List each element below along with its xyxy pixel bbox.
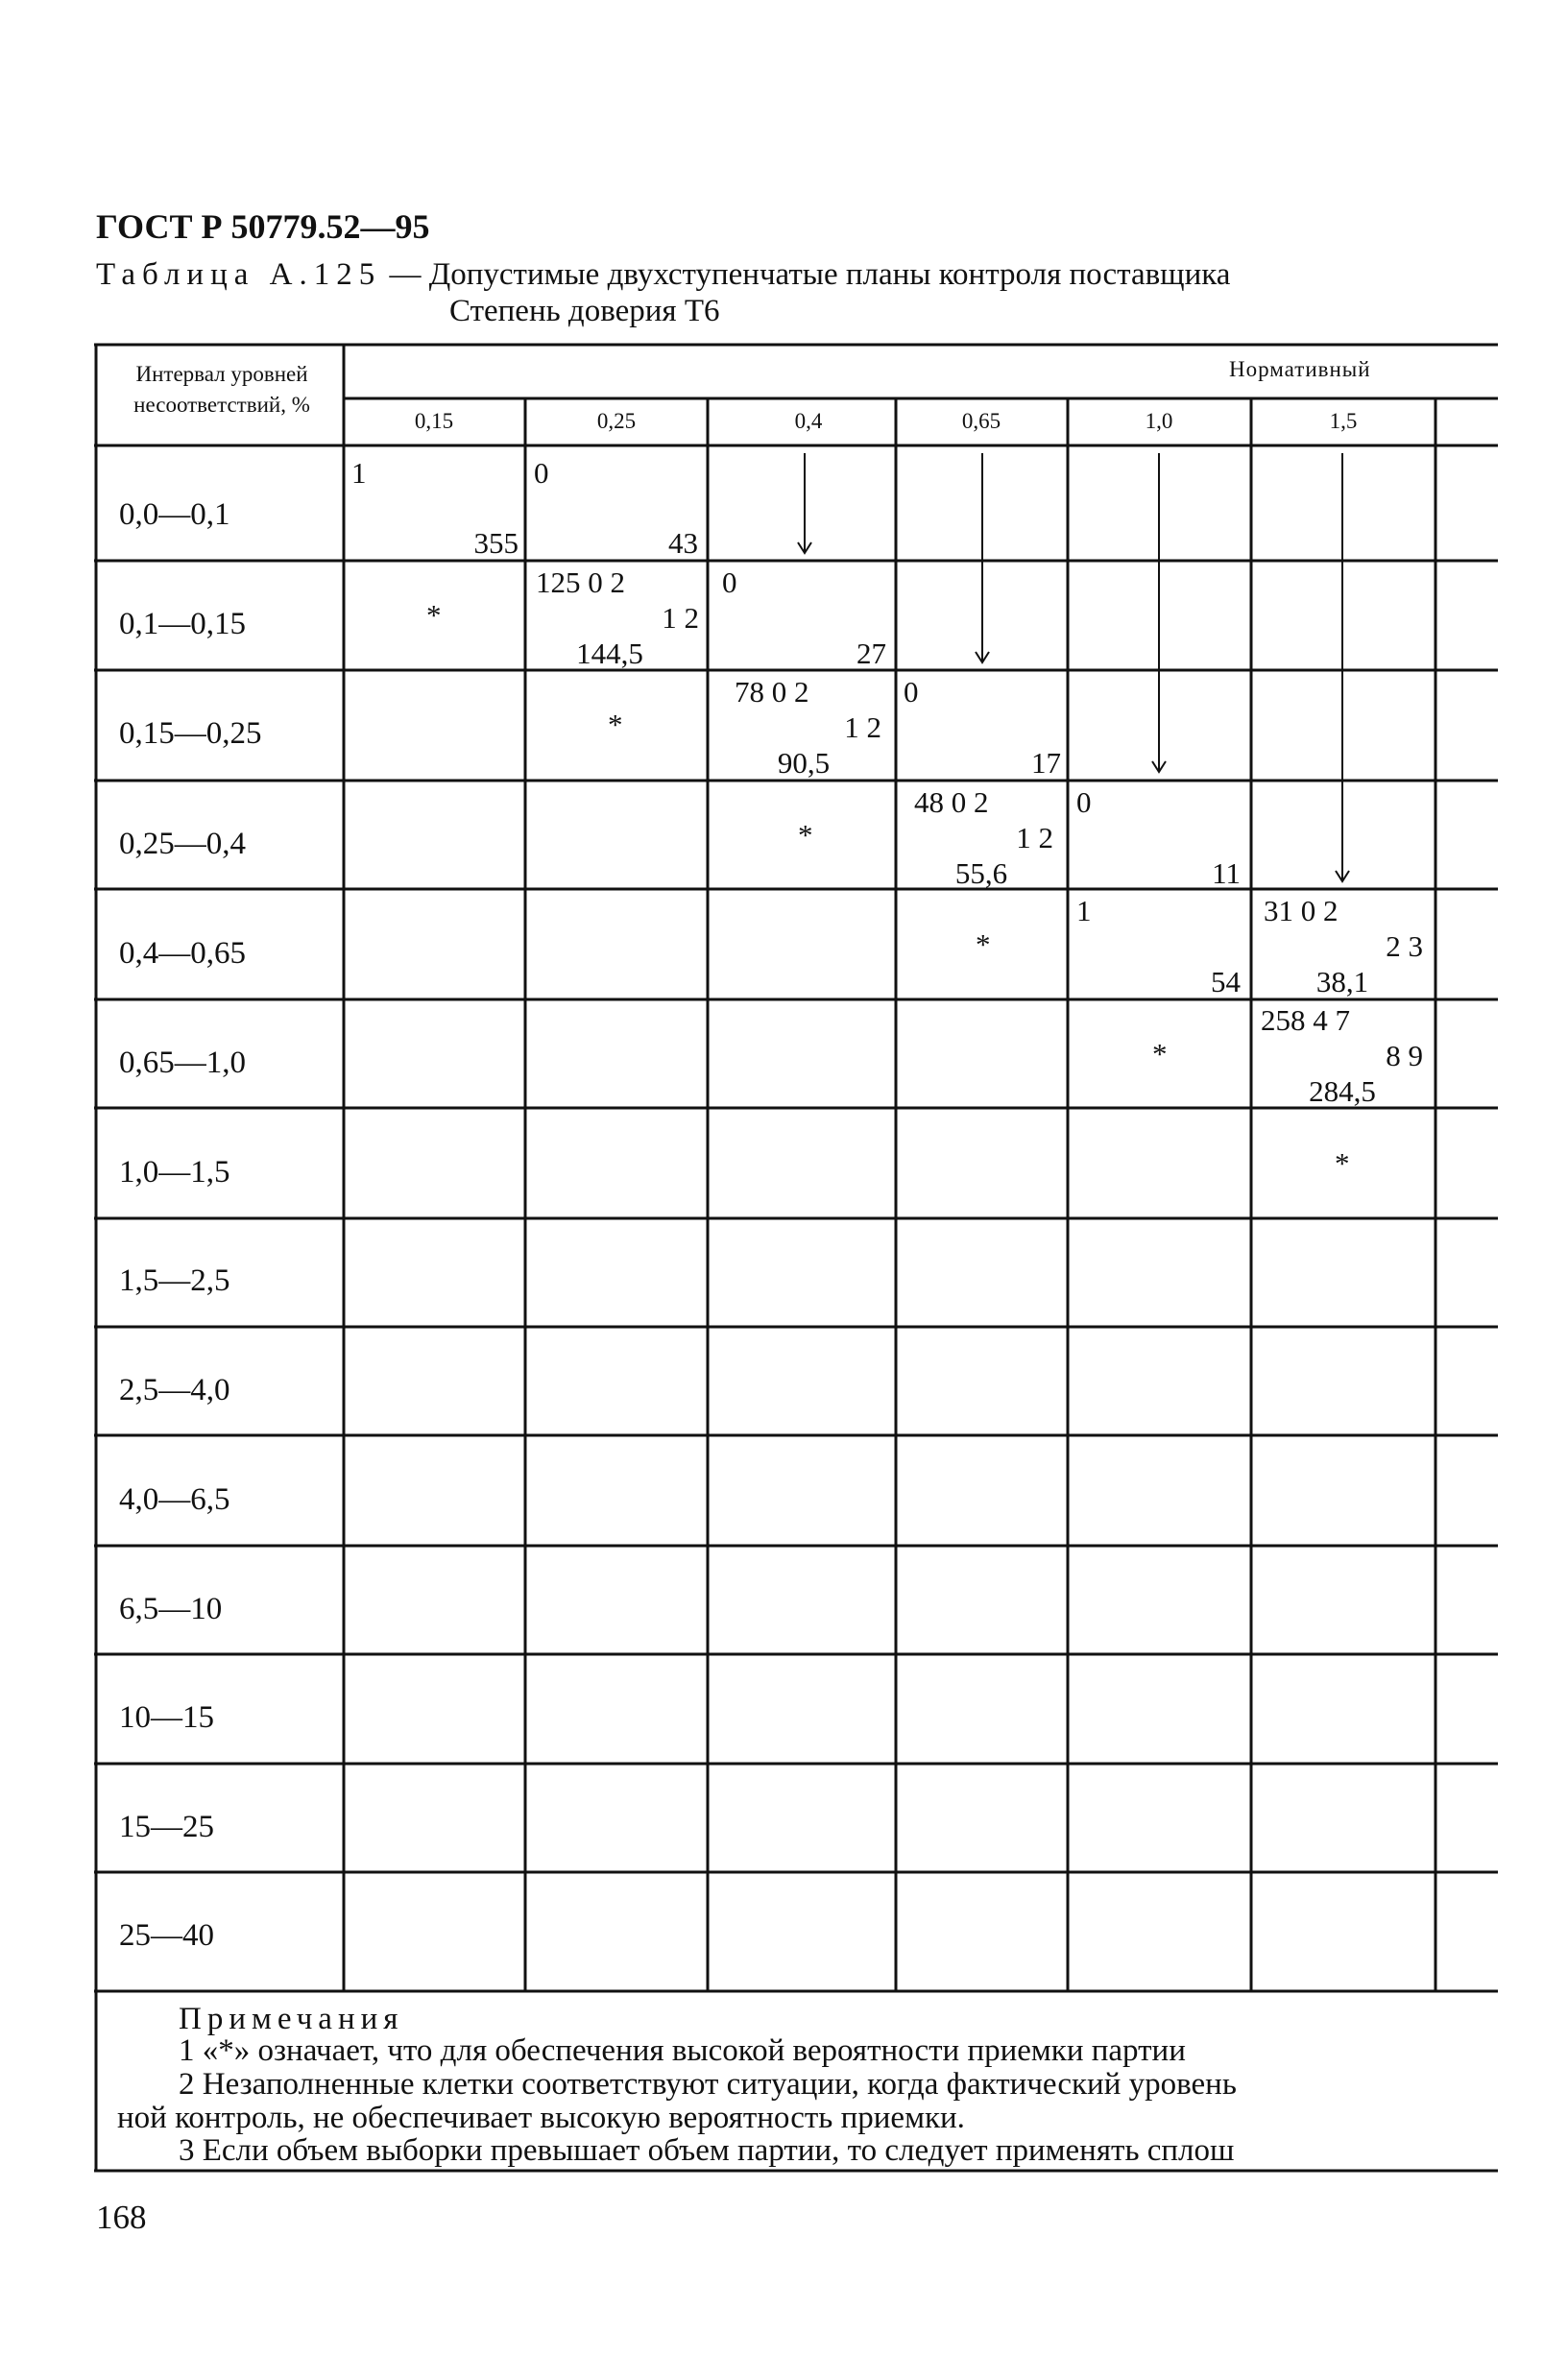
cell-value: 1 2 bbox=[1016, 821, 1053, 854]
cell-value: 17 bbox=[1031, 746, 1061, 780]
row-label: 0,25—0,4 bbox=[119, 827, 246, 861]
cell-mark: * bbox=[976, 927, 991, 961]
arrow-head bbox=[798, 542, 811, 553]
interval-header: Интервал уровней несоответствий, % bbox=[133, 362, 310, 417]
normative-header: Нормативный bbox=[1229, 357, 1371, 381]
cell-mark: * bbox=[608, 708, 623, 741]
table-subtitle: Степень доверия Т6 bbox=[449, 294, 720, 328]
cell-value: 8 9 bbox=[1386, 1039, 1423, 1072]
row-label: 6,5—10 bbox=[119, 1592, 223, 1626]
column-header: 0,25 bbox=[596, 409, 637, 433]
cell-value: 0 bbox=[1076, 785, 1092, 819]
note-2: 2 Незаполненные клетки соответствуют ситуации, когда фактический уровень bbox=[179, 2067, 1237, 2102]
cell-mark: * bbox=[1152, 1037, 1168, 1070]
cell-value: 284,5 bbox=[1309, 1074, 1376, 1108]
column-header: 1,0 bbox=[1145, 409, 1173, 433]
cell-value: 90,5 bbox=[777, 746, 831, 780]
cell-value: 125 0 2 bbox=[536, 565, 625, 599]
table-caption bbox=[96, 257, 1230, 293]
cell-value: 0 bbox=[904, 675, 919, 709]
cell-value: 55,6 bbox=[954, 856, 1008, 890]
column-header: 0,65 bbox=[961, 409, 1001, 433]
row-label: 0,65—1,0 bbox=[119, 1046, 246, 1080]
note-2-continuation: ной контроль, не обеспечивает высокую вероятность приемки. bbox=[117, 2101, 965, 2135]
cell-value: 258 4 7 bbox=[1261, 1003, 1350, 1037]
row-label: 10—15 bbox=[119, 1700, 214, 1735]
column-header: 0,15 bbox=[414, 409, 454, 433]
arrow-head bbox=[1152, 761, 1166, 772]
row-label: 1,0—1,5 bbox=[119, 1155, 230, 1190]
table-title: — Допустимые двухступенчатые планы контроля поставщика bbox=[389, 257, 1231, 292]
row-label: 15—25 bbox=[119, 1810, 214, 1844]
row-label: 0,0—0,1 bbox=[119, 497, 230, 532]
cell-value: 144,5 bbox=[576, 637, 643, 670]
cell-value: 2 3 bbox=[1386, 929, 1423, 963]
cell-value: 78 0 2 bbox=[735, 675, 809, 709]
table-label: Таблица А.125 bbox=[96, 257, 382, 292]
cell-value: 43 bbox=[668, 526, 698, 560]
row-label: 0,15—0,25 bbox=[119, 716, 262, 751]
cell-value: 1 bbox=[1076, 894, 1092, 927]
note-3: 3 Если объем выборки превышает объем партии, то следует применять сплош bbox=[179, 2133, 1235, 2168]
row-label: 0,4—0,65 bbox=[119, 936, 246, 971]
row-label: 25—40 bbox=[119, 1918, 214, 1953]
arrow-head bbox=[976, 652, 989, 662]
cell-value: 27 bbox=[856, 637, 886, 670]
standard-number: ГОСТ Р 50779.52—95 bbox=[96, 207, 430, 246]
row-label: 1,5—2,5 bbox=[119, 1263, 230, 1298]
cell-mark: * bbox=[426, 598, 442, 632]
cell-value: 0 bbox=[534, 456, 549, 490]
column-header: 1,5 bbox=[1329, 409, 1358, 433]
cell-mark: * bbox=[798, 818, 813, 852]
cell-value: 11 bbox=[1212, 856, 1241, 890]
row-label: 0,1—0,15 bbox=[119, 607, 246, 641]
cell-value: 54 bbox=[1211, 965, 1241, 998]
column-header: 0,4 bbox=[794, 409, 823, 433]
row-label: 2,5—4,0 bbox=[119, 1373, 230, 1407]
cell-mark: * bbox=[1335, 1146, 1350, 1180]
cell-value: 31 0 2 bbox=[1264, 894, 1339, 927]
note-1: 1 «*» означает, что для обеспечения высокой вероятности приемки партии bbox=[179, 2033, 1186, 2068]
cell-value: 0 bbox=[722, 565, 737, 599]
cell-value: 48 0 2 bbox=[914, 785, 989, 819]
cell-value: 38,1 bbox=[1315, 965, 1369, 998]
cell-value: 1 bbox=[351, 456, 367, 490]
cell-value: 1 2 bbox=[662, 601, 699, 635]
page-number: 168 bbox=[96, 2199, 147, 2236]
arrow-head bbox=[1336, 871, 1349, 881]
cell-value: 1 2 bbox=[844, 710, 881, 744]
notes-title: Примечания bbox=[179, 2002, 404, 2036]
row-label: 4,0—6,5 bbox=[119, 1482, 230, 1517]
cell-value: 355 bbox=[473, 526, 519, 560]
